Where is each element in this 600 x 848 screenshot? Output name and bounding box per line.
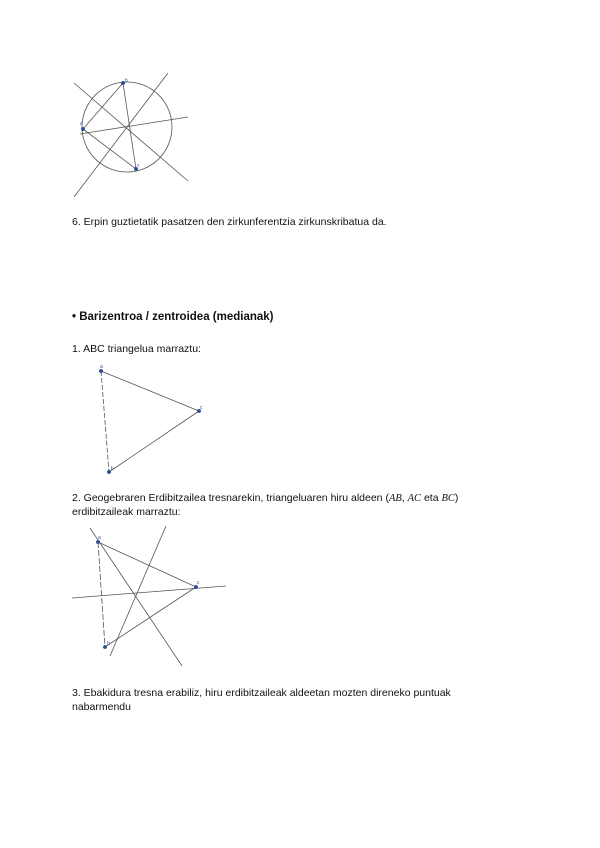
side-bc-symbol: BC [441,493,455,504]
step-2-text-line2: erdibitzaileak marraztu: [72,506,181,518]
side-ac-symbol: AC [407,493,422,504]
vertex-point-a[interactable] [81,127,84,130]
vertex-label-a: a [98,535,101,541]
vertex-label-b: b [111,466,114,472]
vertex-label-a: a [80,121,83,127]
triangle-side-bc [105,587,196,647]
side-ab-symbol: AB [388,493,402,504]
triangle-side-ac [98,542,196,587]
vertex-label-a: a [100,364,103,370]
step-2-sep1: , [401,492,408,504]
vertex-label-c: c [137,163,140,169]
step-2-prefix: 2. Geogebraren Erdibitzailea tresnarekin, triangeluaren hiru aldeen ( [72,492,389,504]
bisector-line-2 [74,73,168,197]
segment-ca [83,129,136,169]
heading-title: Barizentroa / zentroidea (medianak) [79,311,274,323]
heading-bullet: • [72,311,77,323]
step-6-text: 6. Erpin guztietatik pasatzen den zirkunferentzia zirkunskribatua da. [72,216,387,228]
triangle-side-ab [98,542,105,647]
step-2-text [72,491,458,506]
vertex-label-b: b [125,78,128,84]
segment-ab [83,83,123,129]
triangle-side-ab [101,371,109,472]
triangle-side-ac [101,371,199,411]
bisector-line-2 [90,528,182,666]
bisectors-figure [70,522,230,670]
triangle-side-bc [109,411,199,472]
step-1-text: 1. ABC triangelua marraztu: [72,343,201,355]
bisector-line-1 [72,586,226,598]
segment-bc [123,83,136,169]
vertex-label-c: c [197,580,200,586]
circumcircle-figure [66,70,194,202]
vertex-label-b: b [107,641,110,647]
section-heading [72,311,274,323]
step-2-suffix: ) [454,492,459,504]
triangle-figure [92,362,210,478]
step-3-text-line2: nabarmendu [72,701,131,713]
step-2-sep2: eta [421,492,442,504]
vertex-label-c: c [200,405,203,411]
step-3-text: 3. Ebakidura tresna erabiliz, hiru erdibitzaileak aldeetan mozten direneko puntuak [72,687,451,699]
